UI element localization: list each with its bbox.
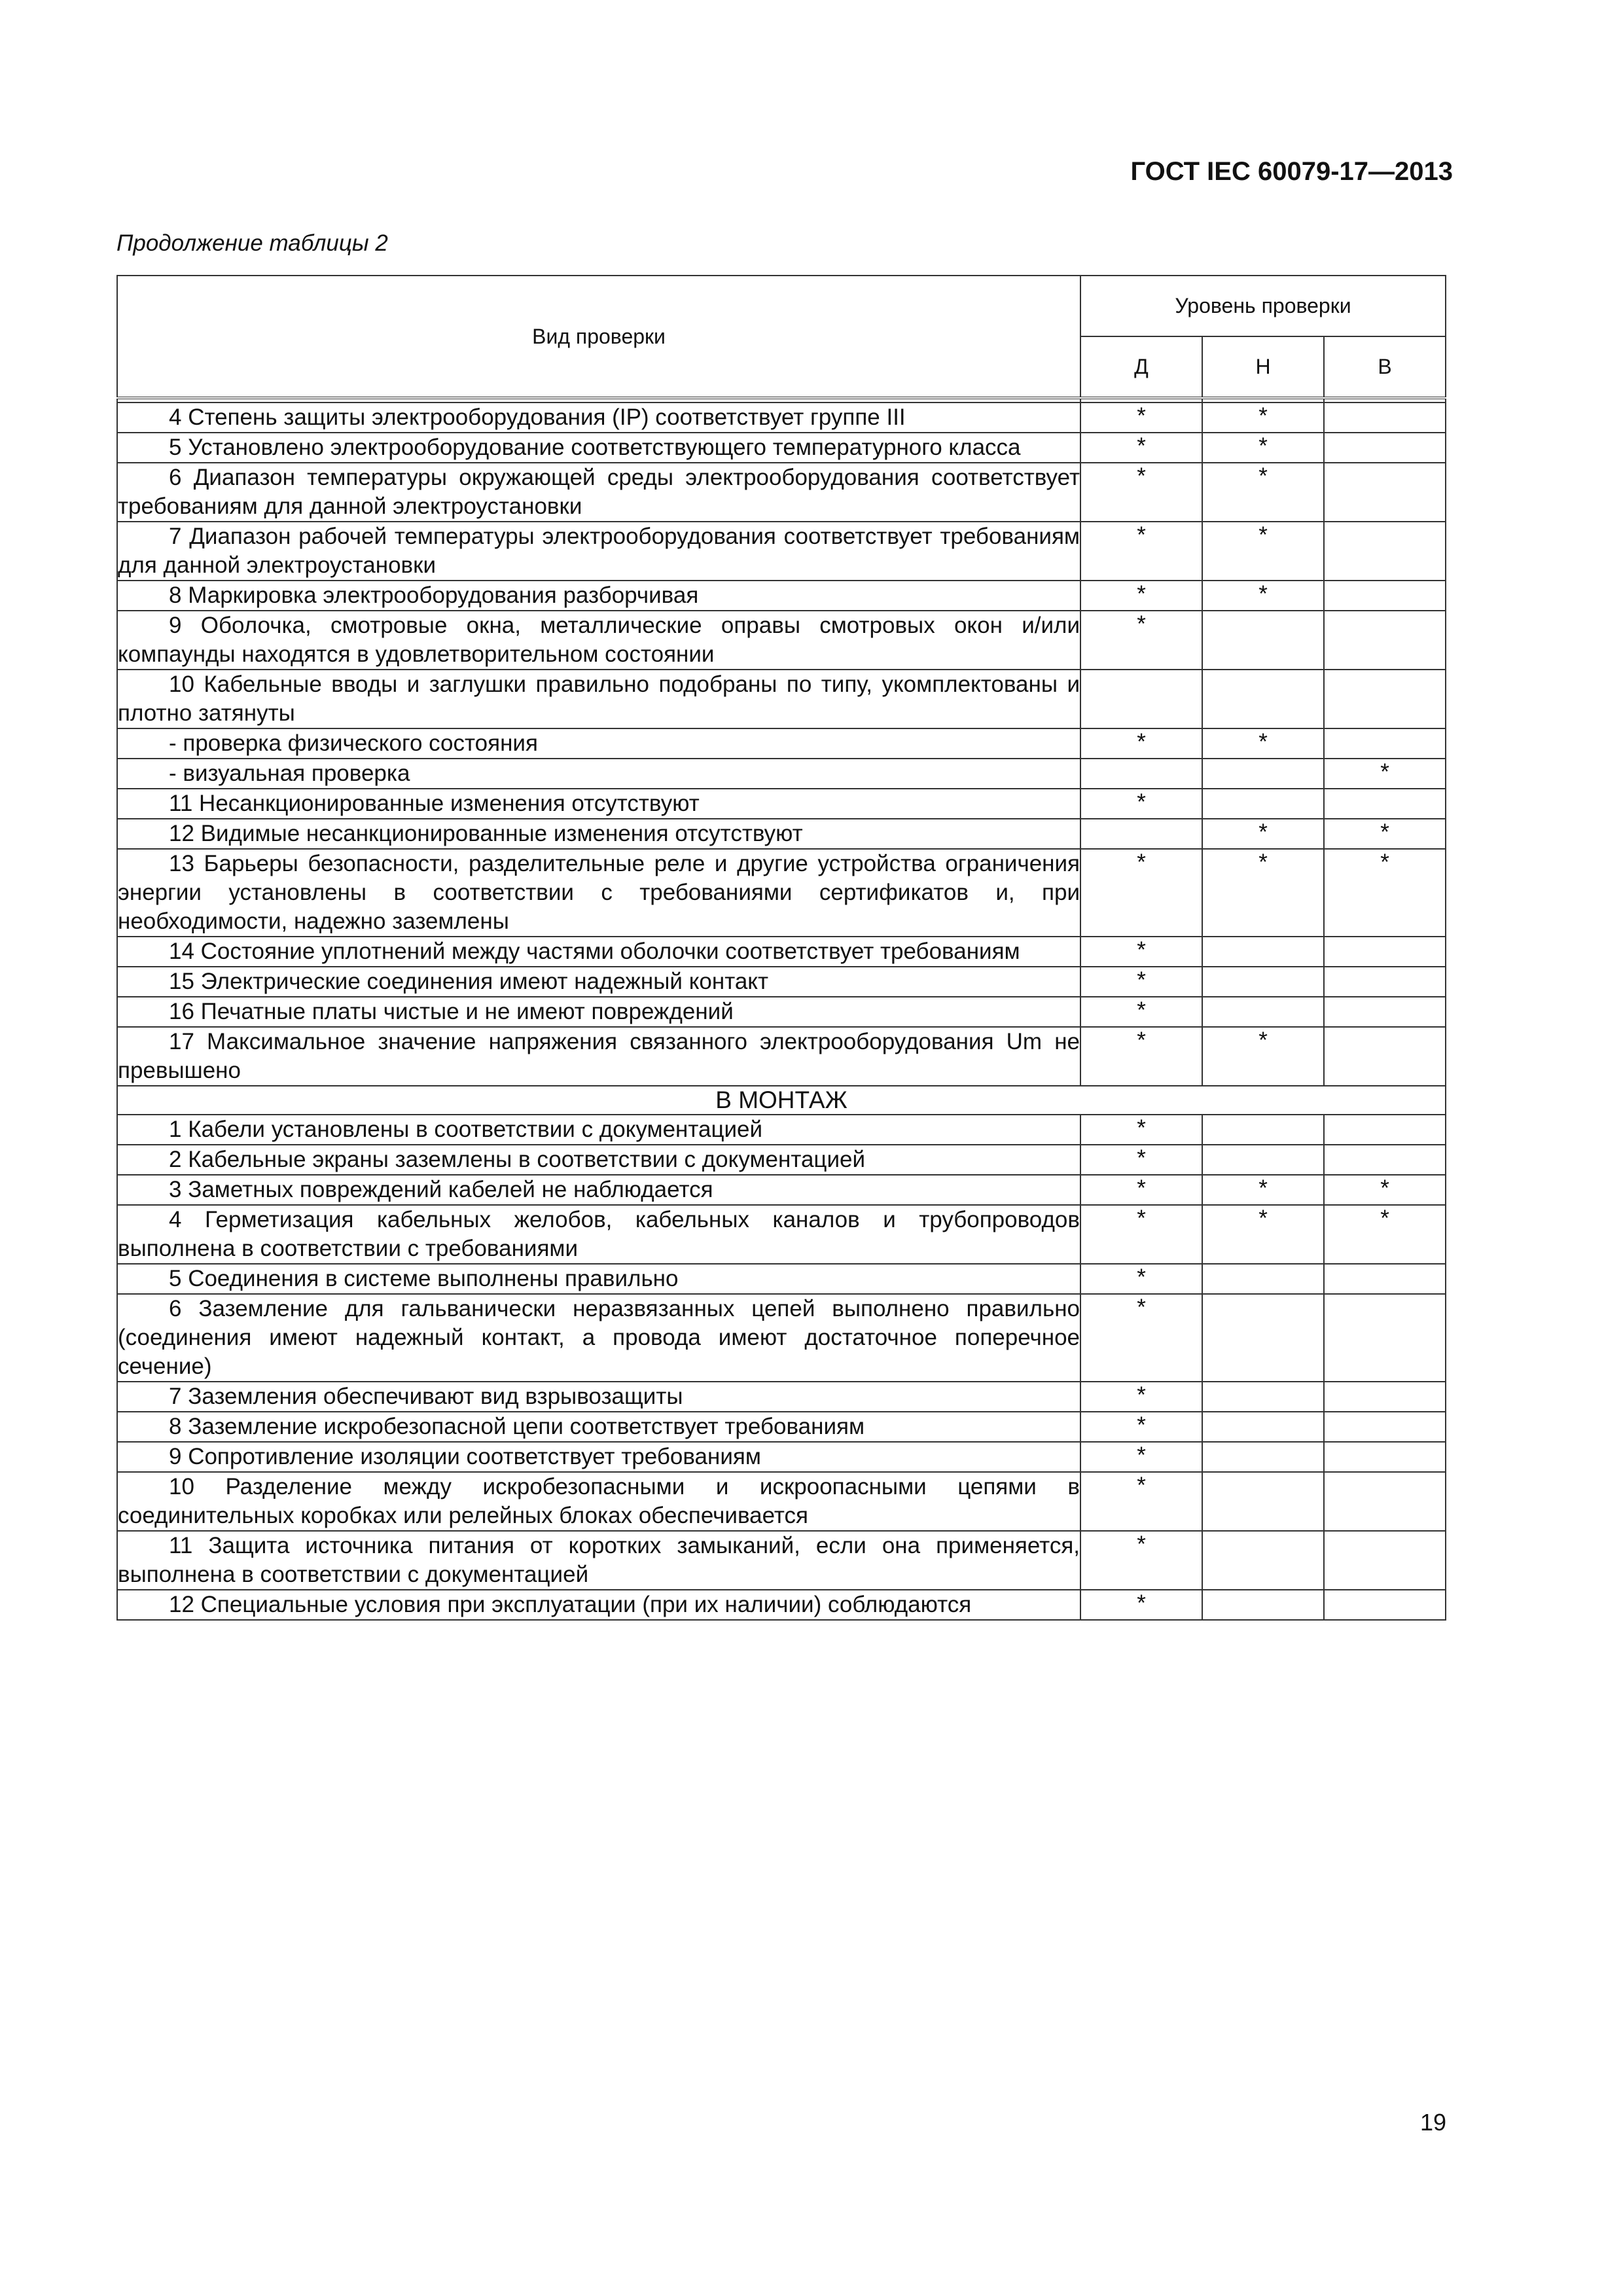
level-mark-n [1202,789,1324,819]
row-description: 3 Заметных повреждений кабелей не наблюдается [169,1177,713,1202]
row-description-cell [117,1027,1080,1086]
row-description: 1 Кабели установлены в соответствии с документацией [169,1117,763,1142]
level-mark-v: * [1324,759,1446,789]
table-row [117,1027,1446,1086]
level-mark-n [1202,967,1324,997]
row-description: 11 Несанкционированные изменения отсутствуют [169,791,700,816]
row-description: 5 Установлено электрооборудование соответствующего температурного класса [169,435,1021,460]
level-mark-v [1324,1145,1446,1175]
table-body-top [117,398,1446,1086]
level-mark-n: * [1202,819,1324,849]
level-mark-d [1080,670,1202,728]
table-row [117,759,1446,789]
level-mark-v [1324,1472,1446,1531]
table-row [117,611,1446,670]
table-row [117,967,1446,997]
level-mark-n: * [1202,433,1324,463]
table-row [117,670,1446,728]
level-mark-v [1324,1442,1446,1472]
section-row-group [117,1086,1446,1115]
row-description: 11 Защита источника питания от коротких замыканий, если она применяется, выполнена в соответствии с документацией [118,1533,1080,1587]
row-description: 10 Кабельные вводы и заглушки правильно подобраны по типу, укомплектованы и плотно затянуты [118,672,1080,726]
level-mark-d [1080,759,1202,789]
row-description: 13 Барьеры безопасности, разделительные реле и другие устройства ограничения энергии установлены в соответствии с требованиями сертификатов и, при необходимости, надежно заземлены [118,851,1080,934]
row-description-cell [117,819,1080,849]
table-row [117,849,1446,937]
level-mark-n [1202,1115,1324,1145]
level-mark-v [1324,522,1446,581]
table-body-bottom [117,1115,1446,1620]
level-mark-v [1324,403,1446,433]
level-mark-v: * [1324,1175,1446,1205]
level-mark-n [1202,1412,1324,1442]
level-mark-v [1324,1115,1446,1145]
table-row [117,1294,1446,1382]
level-mark-d: * [1080,463,1202,522]
level-mark-d: * [1080,1382,1202,1412]
level-mark-v: * [1324,819,1446,849]
level-mark-v [1324,1412,1446,1442]
row-description: 10 Разделение между искробезопасными и искроопасными цепями в соединительных коробках или релейных блоках обеспечивается [118,1474,1080,1528]
row-description: - проверка физического состояния [169,730,538,756]
row-description-cell [117,581,1080,611]
level-mark-d: * [1080,1115,1202,1145]
level-mark-v [1324,611,1446,670]
column-header-level-group: Уровень проверки [1080,276,1446,336]
level-mark-n [1202,670,1324,728]
row-description: 16 Печатные платы чистые и не имеют повреждений [169,999,734,1024]
table-row [117,1590,1446,1620]
table-row [117,581,1446,611]
level-mark-d: * [1080,937,1202,967]
row-description: - визуальная проверка [169,761,410,786]
level-mark-d [1080,819,1202,849]
level-mark-n [1202,1590,1324,1620]
level-mark-n [1202,937,1324,967]
row-description-cell [117,849,1080,937]
level-mark-d: * [1080,1027,1202,1086]
row-description-cell [117,789,1080,819]
row-description: 5 Соединения в системе выполнены правильно [169,1266,679,1291]
row-description: 8 Заземление искробезопасной цепи соответствует требованиям [169,1414,865,1439]
level-mark-n: * [1202,522,1324,581]
row-description-cell [117,1264,1080,1294]
row-description: 12 Видимые несанкционированные изменения отсутствуют [169,821,803,846]
level-mark-d: * [1080,1412,1202,1442]
page-number: 19 [1419,2109,1446,2136]
level-mark-v [1324,997,1446,1027]
row-description-cell [117,522,1080,581]
level-mark-n: * [1202,1205,1324,1264]
row-description-cell [117,1590,1080,1620]
row-description-cell [117,1115,1080,1145]
level-mark-n [1202,1531,1324,1590]
level-mark-v [1324,1531,1446,1590]
row-description-cell [117,1175,1080,1205]
table-row [117,1205,1446,1264]
level-mark-v [1324,581,1446,611]
level-mark-n: * [1202,849,1324,937]
row-description: 4 Степень защиты электрооборудования (IP) соответствует группе III [169,404,906,430]
row-description: 7 Диапазон рабочей температуры электрооборудования соответствует требованиям для данной электроустановки [118,524,1080,578]
inspection-table [116,275,1446,1621]
level-mark-n [1202,1145,1324,1175]
row-description-cell [117,1294,1080,1382]
table-row [117,1382,1446,1412]
level-mark-d: * [1080,403,1202,433]
level-mark-d: * [1080,1175,1202,1205]
row-description-cell [117,1205,1080,1264]
row-description: 17 Максимальное значение напряжения связанного электрооборудования Um не превышено [118,1029,1080,1083]
row-description-cell [117,670,1080,728]
level-mark-n: * [1202,463,1324,522]
level-mark-d: * [1080,997,1202,1027]
level-mark-n [1202,1264,1324,1294]
table-row [117,1115,1446,1145]
row-description: 14 Состояние уплотнений между частями оболочки соответствует требованиям [169,939,1020,964]
section-row [117,1086,1446,1115]
row-description-cell [117,433,1080,463]
level-mark-d: * [1080,433,1202,463]
level-mark-d: * [1080,967,1202,997]
level-mark-d: * [1080,1205,1202,1264]
row-description-cell [117,1145,1080,1175]
table-row [117,1145,1446,1175]
row-description-cell [117,1531,1080,1590]
document-code: ГОСТ IEC 60079-17—2013 [1130,157,1453,186]
row-description: 15 Электрические соединения имеют надежный контакт [169,969,769,994]
header-separator [117,398,1446,403]
table-caption: Продолжение таблицы 2 [116,230,388,256]
level-mark-v [1324,728,1446,759]
column-header-level-d: Д [1080,336,1202,398]
level-mark-v [1324,433,1446,463]
row-description: 4 Герметизация кабельных желобов, кабельных каналов и трубопроводов выполнена в соответствии с требованиями [118,1207,1080,1261]
table-row [117,937,1446,967]
column-header-level-n: Н [1202,336,1324,398]
level-mark-n [1202,1294,1324,1382]
table-row [117,1531,1446,1590]
row-description-cell [117,967,1080,997]
level-mark-d: * [1080,1145,1202,1175]
row-description: 9 Оболочка, смотровые окна, металлические оправы смотровых окон и/или компаунды находятся в удовлетворительном состоянии [118,613,1080,667]
level-mark-d: * [1080,1590,1202,1620]
row-description: 6 Заземление для гальванически неразвязанных цепей выполнено правильно (соединения имеют надежный контакт, а провода имеют достаточное поперечное сечение) [118,1296,1080,1379]
table-row [117,789,1446,819]
row-description: 8 Маркировка электрооборудования разборчивая [169,583,699,608]
level-mark-d: * [1080,728,1202,759]
level-mark-v [1324,670,1446,728]
level-mark-v [1324,463,1446,522]
row-description-cell [117,1412,1080,1442]
level-mark-v [1324,1027,1446,1086]
level-mark-n: * [1202,728,1324,759]
level-mark-v [1324,1294,1446,1382]
level-mark-v: * [1324,1205,1446,1264]
level-mark-d: * [1080,1264,1202,1294]
table-row [117,1412,1446,1442]
row-description-cell [117,1442,1080,1472]
level-mark-v [1324,1382,1446,1412]
table-row [117,433,1446,463]
row-description-cell [117,403,1080,433]
column-header-level-v: В [1324,336,1446,398]
row-description: 7 Заземления обеспечивают вид взрывозащиты [169,1384,683,1409]
level-mark-n: * [1202,1175,1324,1205]
level-mark-v [1324,937,1446,967]
level-mark-v [1324,789,1446,819]
level-mark-d: * [1080,1442,1202,1472]
row-description-cell [117,997,1080,1027]
level-mark-d: * [1080,1472,1202,1531]
row-description: 9 Сопротивление изоляции соответствует требованиям [169,1444,761,1469]
table-row [117,997,1446,1027]
table-row [117,819,1446,849]
level-mark-n: * [1202,403,1324,433]
row-description-cell [117,759,1080,789]
level-mark-v: * [1324,849,1446,937]
table-row [117,403,1446,433]
level-mark-n [1202,1442,1324,1472]
table-row [117,728,1446,759]
level-mark-d: * [1080,849,1202,937]
level-mark-n [1202,997,1324,1027]
table-row [117,1175,1446,1205]
row-description-cell [117,463,1080,522]
level-mark-n [1202,611,1324,670]
row-description: 6 Диапазон температуры окружающей среды электрооборудования соответствует требованиям для данной электроустановки [118,465,1080,519]
level-mark-v [1324,967,1446,997]
table-row [117,522,1446,581]
level-mark-n [1202,1382,1324,1412]
level-mark-n: * [1202,1027,1324,1086]
row-description-cell [117,1472,1080,1531]
table-row [117,1442,1446,1472]
table-row [117,1264,1446,1294]
level-mark-v [1324,1590,1446,1620]
table-row [117,463,1446,522]
row-description: 12 Специальные условия при эксплуатации (при их наличии) соблюдаются [169,1592,972,1617]
level-mark-d: * [1080,789,1202,819]
row-description-cell [117,937,1080,967]
column-header-type: Вид проверки [117,276,1080,398]
level-mark-n [1202,759,1324,789]
row-description: 2 Кабельные экраны заземлены в соответствии с документацией [169,1147,866,1172]
section-title: В МОНТАЖ [117,1086,1446,1115]
level-mark-d: * [1080,1294,1202,1382]
level-mark-d: * [1080,611,1202,670]
row-description-cell [117,728,1080,759]
level-mark-d: * [1080,581,1202,611]
level-mark-d: * [1080,522,1202,581]
table-row [117,1472,1446,1531]
row-description-cell [117,1382,1080,1412]
level-mark-v [1324,1264,1446,1294]
level-mark-n [1202,1472,1324,1531]
level-mark-d: * [1080,1531,1202,1590]
row-description-cell [117,611,1080,670]
level-mark-n: * [1202,581,1324,611]
